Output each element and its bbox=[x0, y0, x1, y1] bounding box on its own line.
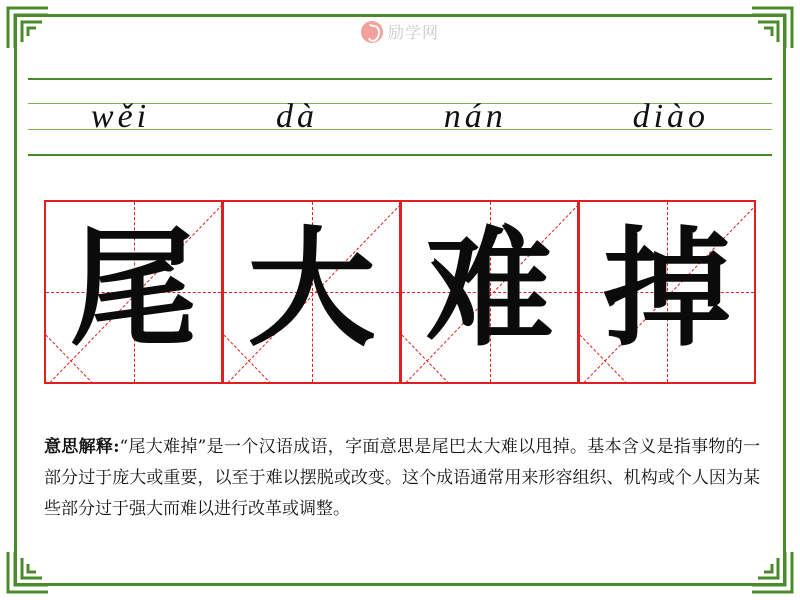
site-logo-label: 励学网 bbox=[387, 25, 440, 42]
frame-line-bottom bbox=[14, 583, 786, 586]
character-cell bbox=[578, 200, 756, 384]
character-glyph: 难 bbox=[425, 214, 554, 364]
character-glyph: 掉 bbox=[602, 214, 731, 364]
pinyin-row bbox=[28, 84, 772, 150]
explanation-text: “尾大难掉”是一个汉语成语，字面意思是尾巴太大难以甩掉。基本含义是指事物的一部分过于庞大或重要，以至于难以摆脱或改变。这个成语通常用来形容组织、机构或个人因为某些部分过于强大而难以进行改革或调整。 bbox=[44, 437, 760, 519]
frame-line-top bbox=[14, 14, 786, 17]
corner-ornament-icon bbox=[6, 6, 50, 50]
explanation-label: 意思解释: bbox=[44, 437, 120, 457]
character-cell bbox=[44, 200, 222, 384]
frame-line-right bbox=[783, 14, 786, 586]
staff-line bbox=[28, 78, 772, 80]
character-cell bbox=[222, 200, 400, 384]
pinyin-syllable: dà bbox=[275, 98, 318, 135]
corner-ornament-icon bbox=[750, 550, 794, 594]
corner-ornament-icon bbox=[750, 6, 794, 50]
character-cell bbox=[400, 200, 578, 384]
flame-logo-icon bbox=[361, 21, 383, 43]
site-logo bbox=[361, 20, 439, 43]
frame-line-left bbox=[14, 14, 17, 586]
pinyin-syllable: wěi bbox=[90, 98, 151, 135]
character-grid bbox=[44, 200, 756, 384]
character-glyph: 尾 bbox=[69, 214, 198, 364]
corner-ornament-icon bbox=[6, 550, 50, 594]
character-glyph: 大 bbox=[247, 214, 376, 364]
pinyin-syllable: nán bbox=[443, 98, 507, 135]
pinyin-syllable: diào bbox=[632, 98, 710, 135]
staff-line bbox=[28, 154, 772, 156]
pinyin-staff bbox=[28, 78, 772, 156]
explanation-paragraph bbox=[44, 432, 760, 525]
